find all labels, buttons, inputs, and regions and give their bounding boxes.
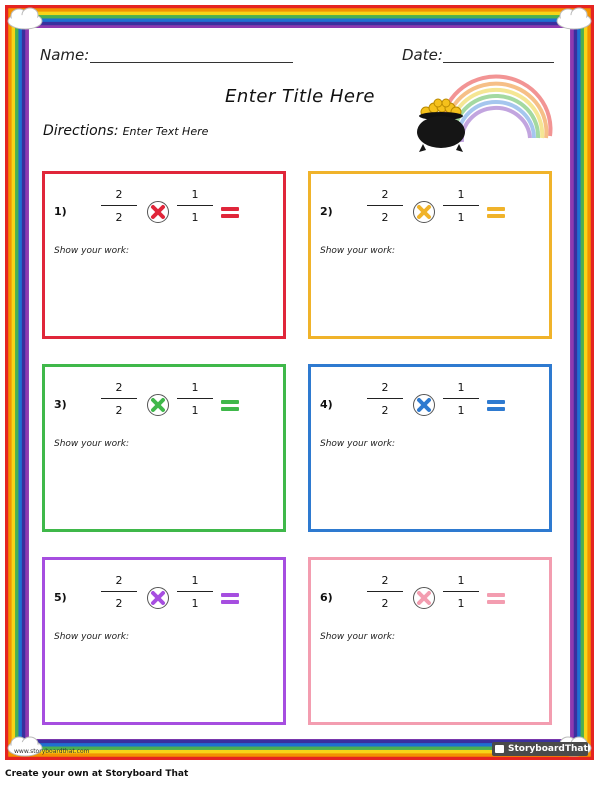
logo-icon [495,745,504,753]
cloud-icon [5,734,45,760]
equals-icon [487,593,505,604]
equals-icon [221,400,239,411]
problem-number: 1) [54,205,67,218]
directions [43,123,208,139]
fraction-bar [367,591,403,592]
problem-box[interactable] [42,364,286,532]
equals-icon [487,400,505,411]
fraction-bar [177,591,213,592]
denominator: 2 [381,404,389,417]
fraction-a [101,381,137,418]
fraction-bar [367,205,403,206]
fraction-a [101,574,137,611]
numerator: 2 [381,574,389,587]
denominator: 2 [115,404,123,417]
directions-text[interactable]: Enter Text Here [122,125,209,138]
numerator: 2 [381,381,389,394]
footer-caption[interactable]: Create your own at Storyboard That [5,769,189,779]
watermark-text: www.storyboardthat.com [14,748,90,755]
equals-icon [221,207,239,218]
denominator: 1 [457,211,465,224]
pot-of-gold-rainbow-icon [412,72,554,156]
fraction-bar [367,398,403,399]
fraction-bar [443,398,479,399]
name-label: Name: [40,46,90,64]
show-work-label: Show your work: [54,439,130,449]
denominator: 2 [381,597,389,610]
fraction-b [443,574,479,611]
numerator: 2 [115,574,123,587]
numerator: 1 [191,574,199,587]
date-line[interactable] [443,62,554,63]
fraction-b [177,381,213,418]
fraction-b [177,574,213,611]
denominator: 1 [191,597,199,610]
denominator: 2 [115,211,123,224]
fraction-a [367,574,403,611]
numerator: 2 [381,188,389,201]
numerator: 1 [191,188,199,201]
fraction-bar [101,398,137,399]
cloud-icon [5,5,45,31]
directions-label: Directions: [43,123,119,139]
numerator: 1 [191,381,199,394]
equals-icon [487,207,505,218]
denominator: 1 [191,211,199,224]
cloud-icon [554,5,594,31]
numerator: 1 [457,381,465,394]
problem-number: 6) [320,591,333,604]
fraction-a [367,381,403,418]
fraction-a [367,188,403,225]
problem-number: 3) [54,398,67,411]
problem-box[interactable] [308,557,552,725]
fraction-bar [101,205,137,206]
show-work-label: Show your work: [54,632,130,642]
multiply-icon [147,394,169,416]
fraction-bar [443,591,479,592]
denominator: 1 [191,404,199,417]
problem-number: 5) [54,591,67,604]
problem-box[interactable] [42,557,286,725]
denominator: 2 [115,597,123,610]
show-work-label: Show your work: [54,246,130,256]
fraction-bar [443,205,479,206]
denominator: 1 [457,597,465,610]
fraction-b [177,188,213,225]
multiply-icon [413,201,435,223]
logo-text: StoryboardThat [508,744,588,754]
problem-number: 4) [320,398,333,411]
name-line[interactable] [90,62,293,63]
numerator: 2 [115,188,123,201]
worksheet-title[interactable]: Enter Title Here [225,86,375,107]
storyboardthat-logo[interactable] [492,742,588,756]
numerator: 2 [115,381,123,394]
fraction-bar [101,591,137,592]
fraction-bar [177,398,213,399]
multiply-icon [413,587,435,609]
denominator: 2 [381,211,389,224]
fraction-bar [177,205,213,206]
show-work-label: Show your work: [320,439,396,449]
numerator: 1 [457,188,465,201]
denominator: 1 [457,404,465,417]
problem-box[interactable] [308,364,552,532]
multiply-icon [413,394,435,416]
date-label: Date: [402,46,443,64]
problem-box[interactable] [308,171,552,339]
fraction-a [101,188,137,225]
equals-icon [221,593,239,604]
fraction-b [443,381,479,418]
multiply-icon [147,201,169,223]
multiply-icon [147,587,169,609]
problem-number: 2) [320,205,333,218]
show-work-label: Show your work: [320,246,396,256]
fraction-b [443,188,479,225]
problem-box[interactable] [42,171,286,339]
show-work-label: Show your work: [320,632,396,642]
numerator: 1 [457,574,465,587]
